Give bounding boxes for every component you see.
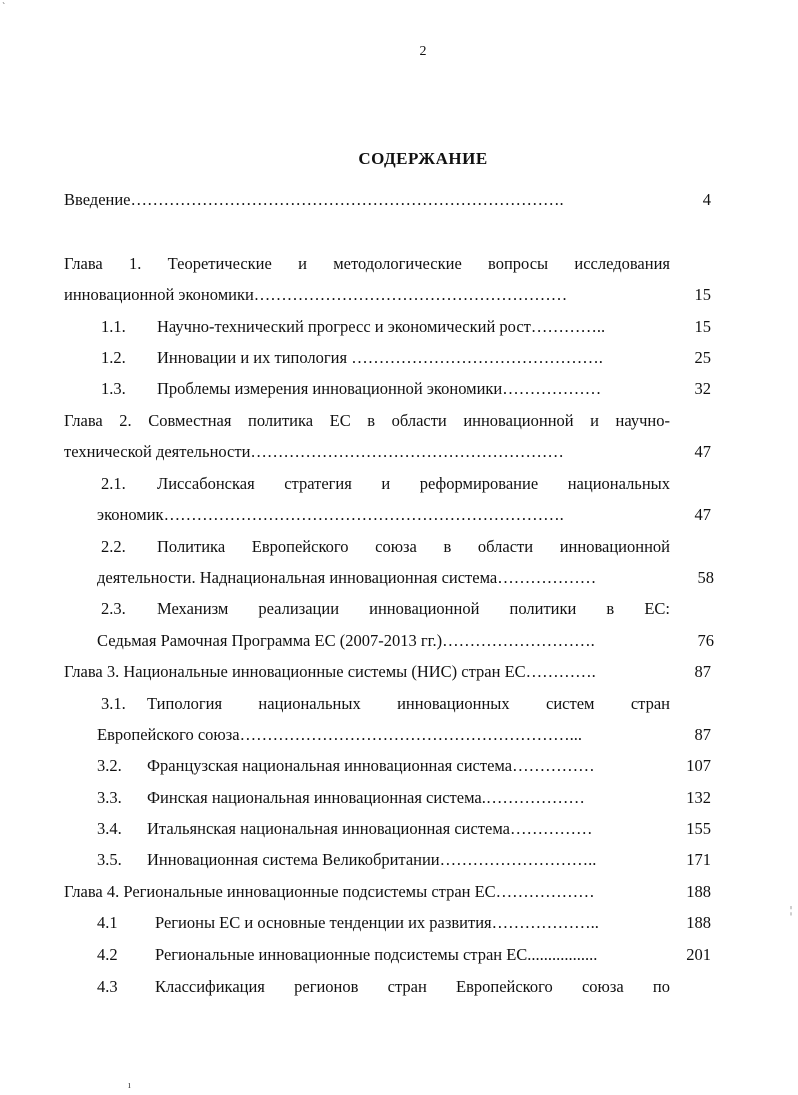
toc-num-3-1: 3.1.: [101, 694, 126, 713]
toc-entry-1-3: Проблемы измерения инновационной экономики………………: [157, 379, 602, 398]
toc-entry-4-2: Региональные инновационные подсистемы стран ЕС.................: [155, 945, 598, 964]
toc-entry-2-1-line1: Лиссабонская стратегия и реформирование национальных: [157, 474, 670, 493]
toc-chapter-1-line1: Глава 1. Теоретические и методологические вопросы исследования: [64, 254, 670, 273]
toc-chapter-1-line2: инновационной экономики…………………………………………………: [64, 285, 568, 304]
toc-page-3-3: 132: [686, 788, 711, 807]
toc-entry-1-2: Инновации и их типология ……………………………………….: [157, 348, 603, 367]
toc-num-1-2: 1.2.: [101, 348, 126, 367]
toc-entry-2-2-line1: Политика Европейского союза в области инновационной: [157, 537, 670, 556]
page-number: 2: [419, 44, 427, 59]
toc-chapter-4: Глава 4. Региональные инновационные подсистемы стран ЕС………………: [64, 882, 595, 901]
toc-entry-1-1: Научно-технический прогресс и экономический рост…………..: [157, 317, 606, 336]
toc-chapter-2-line2: технической деятельности…………………………………………………: [64, 442, 564, 461]
toc-num-2-2: 2.2.: [101, 537, 126, 556]
toc-entry-intro: Введение…………………………………………………………………….: [64, 190, 564, 209]
toc-num-4-3: 4.3: [97, 977, 118, 996]
toc-page-3-4: 155: [686, 819, 711, 838]
toc-entry-3-5: Инновационная система Великобритании………………………..: [147, 850, 597, 869]
toc-page-1-3: 32: [694, 379, 711, 398]
toc-num-3-5: 3.5.: [97, 850, 122, 869]
toc-num-3-2: 3.2.: [97, 756, 122, 775]
toc-page-2-1: 47: [694, 505, 711, 524]
toc-page-3-1: 87: [694, 725, 711, 744]
toc-page-2-2: 58: [697, 568, 714, 587]
toc-chapter-3: Глава 3. Национальные инновационные системы (НИС) стран ЕС………….: [64, 662, 596, 681]
toc-chapter-2-line1: Глава 2. Совместная политика ЕС в области инновационной и научно-: [64, 411, 670, 430]
toc-entry-2-3-line1: Механизм реализации инновационной политики в ЕС:: [157, 599, 670, 618]
toc-entry-3-4: Итальянская национальная инновационная система……………: [147, 819, 593, 838]
scan-speck: ¦: [790, 905, 793, 916]
toc-page-ch4: 188: [686, 882, 711, 901]
toc-entry-3-2: Французская национальная инновационная система……………: [147, 756, 595, 775]
toc-page-4-1: 188: [686, 913, 711, 932]
toc-page-3-5: 171: [686, 850, 711, 869]
toc-page-2-3: 76: [697, 631, 714, 650]
toc-page-3-2: 107: [686, 756, 711, 775]
toc-entry-2-2-line2: деятельности. Наднациональная инновационная система………………: [97, 568, 597, 587]
toc-entry-4-1: Регионы ЕС и основные тенденции их развития………………..: [155, 913, 599, 932]
toc-num-4-1: 4.1: [97, 913, 118, 932]
toc-entry-3-3: Финская национальная инновационная система.………………: [147, 788, 585, 807]
toc-entry-2-1-line2: экономик……………………………………………………………….: [97, 505, 564, 524]
toc-page-ch1: 15: [694, 285, 711, 304]
toc-num-3-4: 3.4.: [97, 819, 122, 838]
scan-speck: ˋ: [2, 2, 6, 13]
toc-num-4-2: 4.2: [97, 945, 118, 964]
toc-num-1-3: 1.3.: [101, 379, 126, 398]
toc-entry-3-1-line2: Европейского союза……………………………………………………...: [97, 725, 582, 744]
toc-num-1-1: 1.1.: [101, 317, 126, 336]
page-title: СОДЕРЖАНИЕ: [358, 149, 488, 168]
toc-page-ch3: 87: [694, 662, 711, 681]
toc-page-intro: 4: [702, 190, 711, 209]
toc-page-4-2: 201: [686, 945, 711, 964]
toc-page-1-2: 25: [694, 348, 711, 367]
toc-num-3-3: 3.3.: [97, 788, 122, 807]
toc-entry-3-1-line1: Типология национальных инновационных систем стран: [147, 694, 670, 713]
scan-speck: ı: [128, 1080, 131, 1091]
toc-entry-2-3-line2: Седьмая Рамочная Программа ЕС (2007-2013 гг.)……………………….: [97, 631, 595, 650]
toc-num-2-1: 2.1.: [101, 474, 126, 493]
toc-num-2-3: 2.3.: [101, 599, 126, 618]
toc-page-ch2: 47: [694, 442, 711, 461]
toc-page-1-1: 15: [694, 317, 711, 336]
toc-entry-4-3-line1: Классификация регионов стран Европейского союза по: [155, 977, 670, 996]
